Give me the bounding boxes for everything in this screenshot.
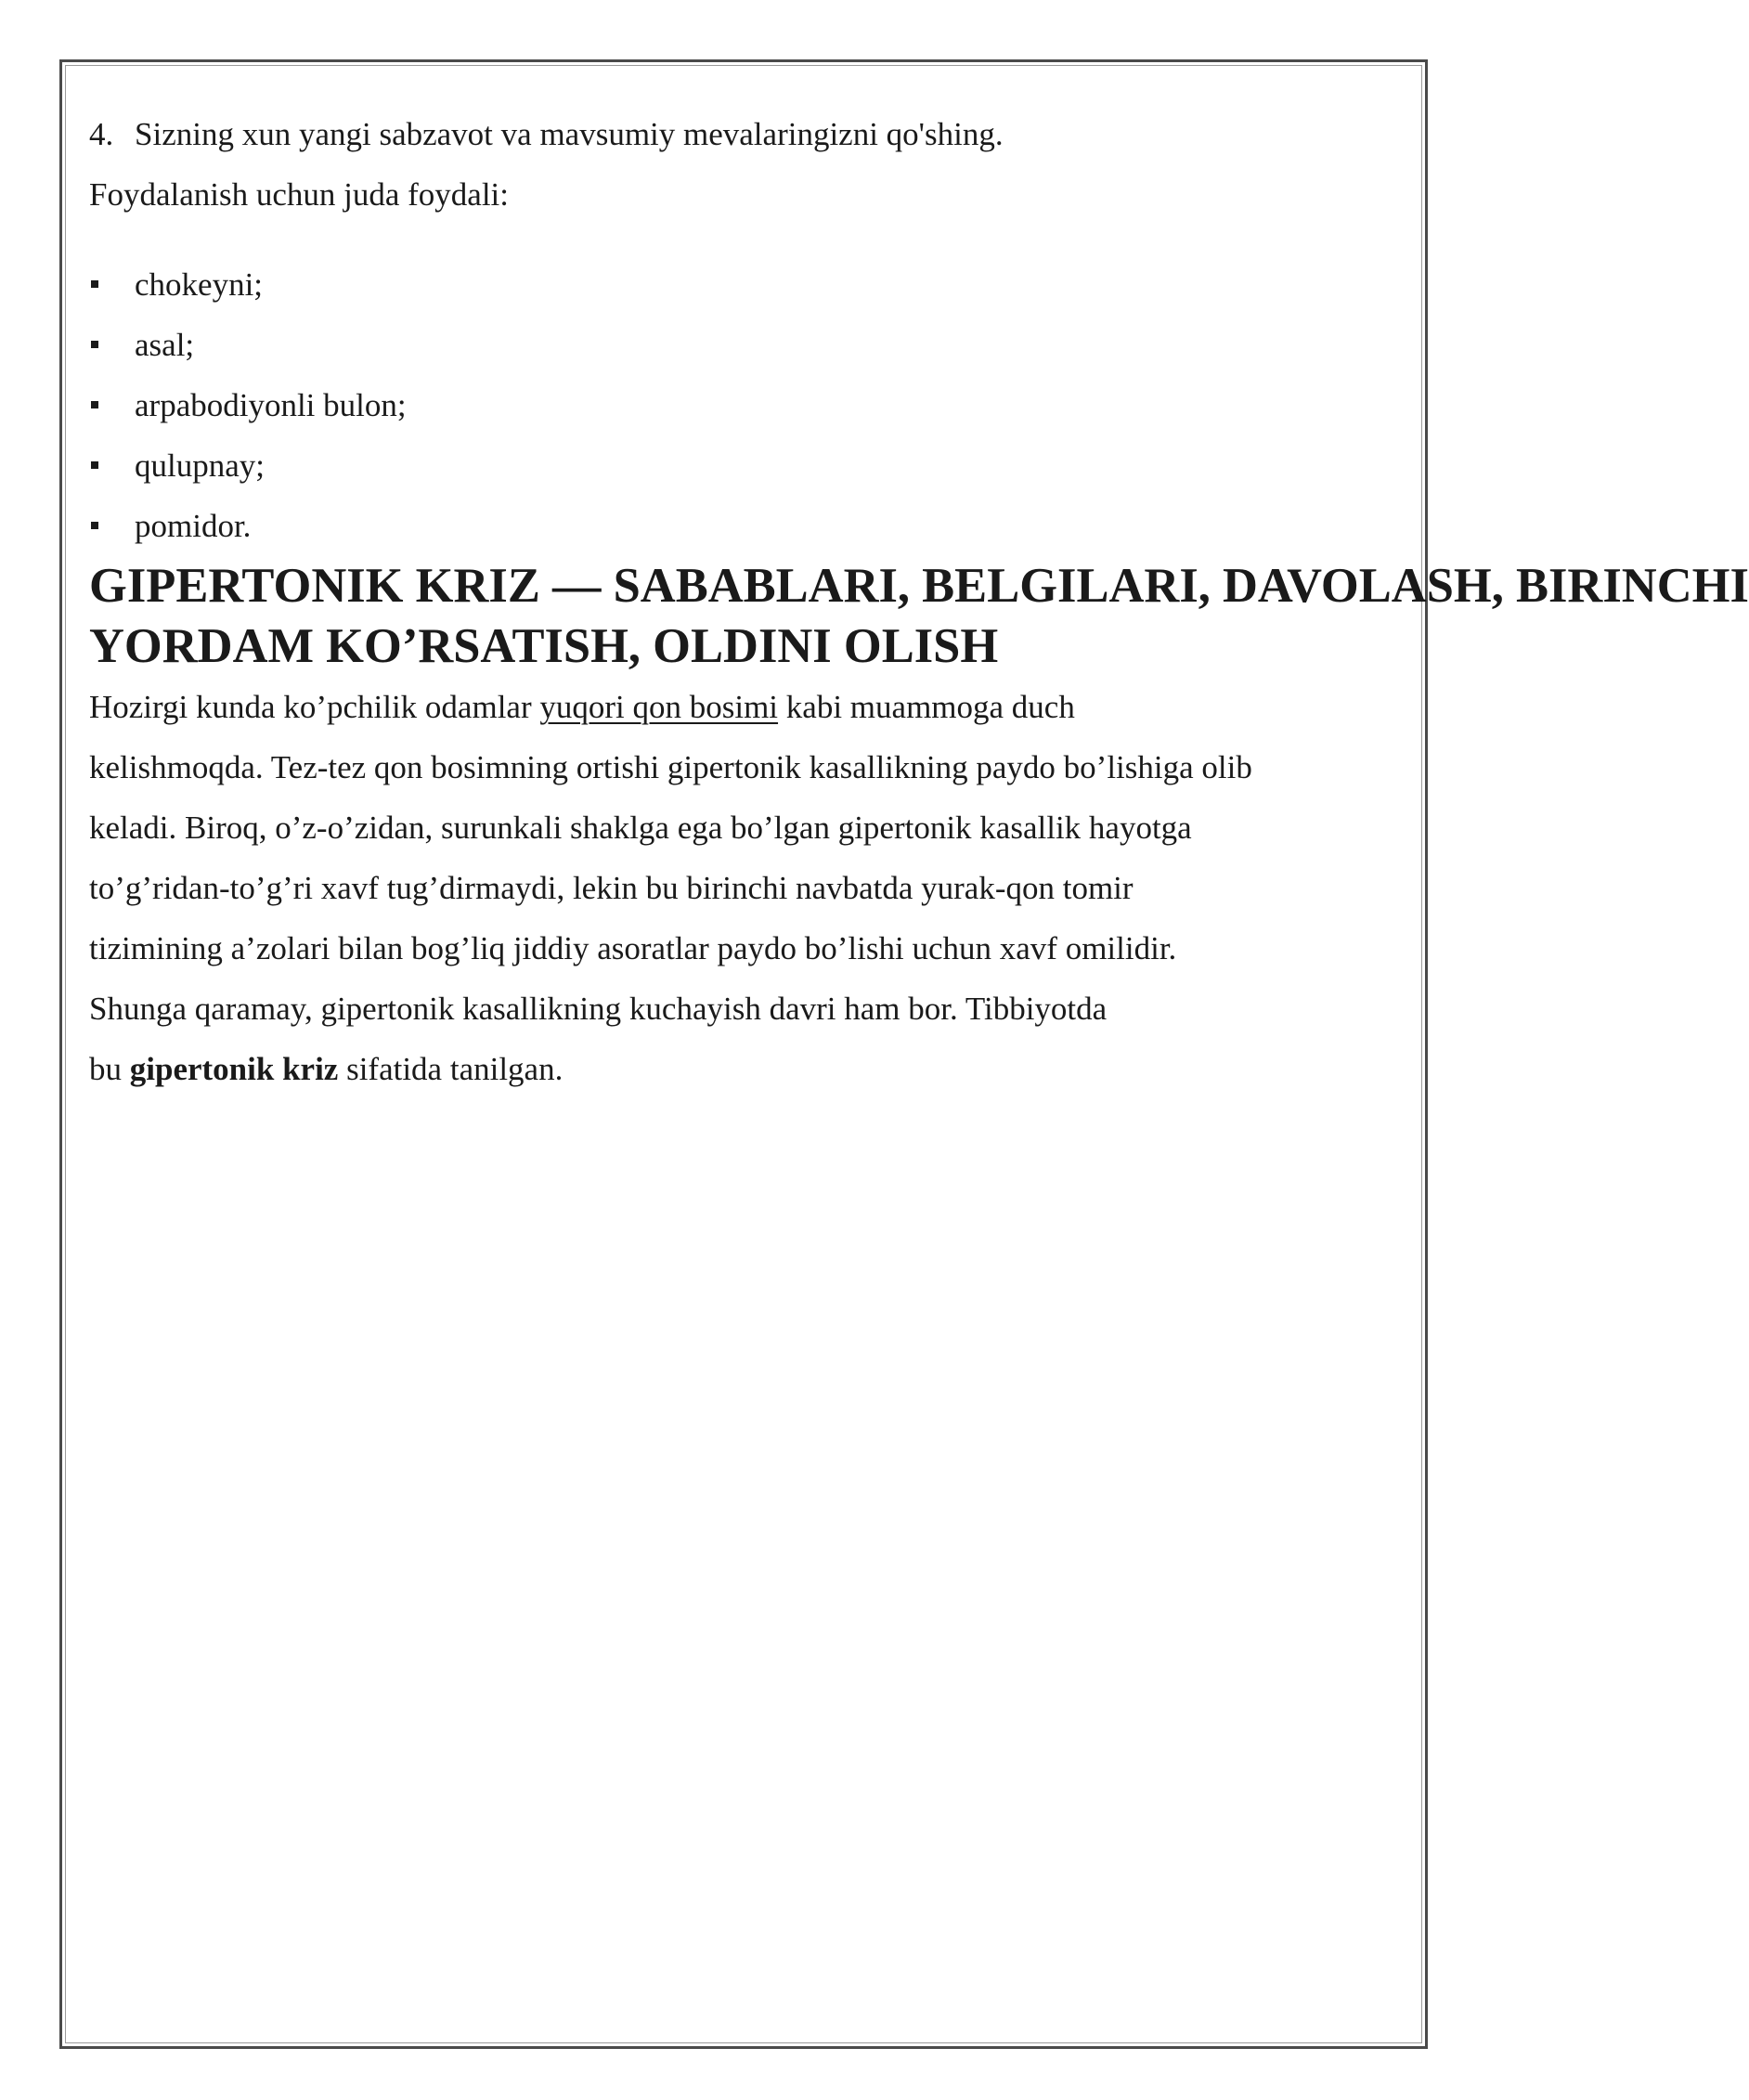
square-bullet-icon [91,280,98,288]
list-item [89,435,1389,496]
item-number: 4. [89,116,114,152]
paragraph-text: kabi muammoga duch [778,689,1075,725]
list-item-label: asal; [135,327,195,363]
document-body [89,104,1749,1099]
list-item-label: arpabodiyonli bulon; [135,387,407,423]
list-item [89,254,1389,315]
paragraph-line-7 [89,1039,1389,1099]
paragraph-text: sifatida tanilgan. [338,1051,564,1087]
list-item [89,375,1389,435]
section-heading-line-2: YORDAM KO’RSATISH, OLDINI OLISH [89,619,999,673]
paragraph-line-5: tizimining a’zolari bilan bog’liq jiddiy asoratlar paydo bo’lishi uchun xavf omilidir. [89,930,1177,966]
food-list [89,254,1389,556]
square-bullet-icon [91,401,98,408]
paragraph-line-4: to’g’ridan-to’g’ri xavf tug’dirmaydi, lekin bu birinchi navbatda yurak-qon tomir [89,870,1134,906]
list-item [89,496,1389,556]
square-bullet-icon [91,522,98,529]
paragraph-text: Hozirgi kunda ko’pchilik odamlar [89,689,540,725]
high-blood-pressure-link[interactable]: yuqori qon bosimi [539,689,779,725]
bold-term: gipertonik kriz [129,1051,339,1087]
paragraph-line-3: keladi. Biroq, o’z-o’zidan, surunkali shaklga ega bo’lgan gipertonik kasallik hayotga [89,810,1192,846]
list-item-label: pomidor. [135,508,252,544]
square-bullet-icon [91,461,98,469]
paragraph-text: bu [89,1051,130,1087]
body-paragraph [89,677,1389,1099]
paragraph-line-6: Shunga qaramay, gipertonik kasallikning kuchayish davri ham bor. Tibbiyotda [89,991,1108,1027]
intro-text: Foydalanish uchun juda foydali: [89,176,510,213]
paragraph-line-1 [89,677,1389,737]
paragraph-line-2: kelishmoqda. Tez-tez qon bosimning ortishi gipertonik kasallikning paydo bo’lishiga olib [89,749,1252,785]
section-heading-line-1: GIPERTONIK KRIZ — SABABLARI, BELGILARI, DAVOLASH, BIRINCHI [89,559,1749,613]
square-bullet-icon [91,341,98,348]
list-item [89,315,1389,375]
item-text: Sizning xun yangi sabzavot va mavsumiy mevalaringizni qo'shing. [135,116,1004,152]
list-item-label: qulupnay; [135,447,265,484]
list-item-label: chokeyni; [135,266,264,303]
numbered-item-4 [89,104,1389,164]
